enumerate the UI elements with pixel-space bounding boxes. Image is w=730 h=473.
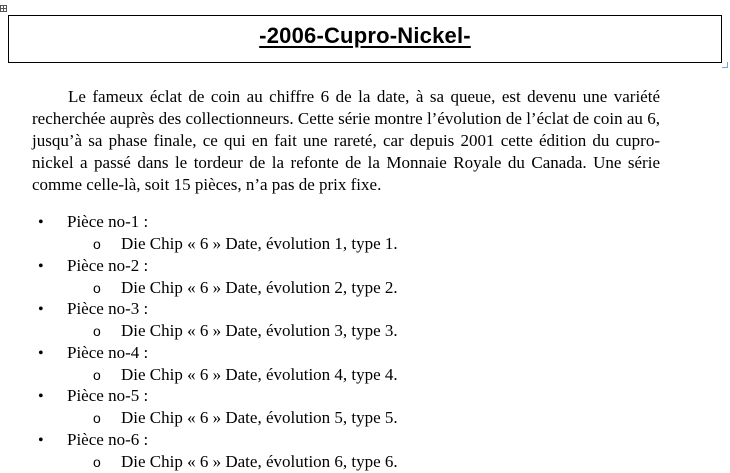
sub-bullet-icon: o <box>93 323 101 340</box>
bullet-icon: • <box>38 301 44 319</box>
piece-label: Pièce no-6 : <box>67 429 149 449</box>
piece-description: Die Chip « 6 » Date, évolution 2, type 2. <box>121 277 398 297</box>
table-resize-handle-icon[interactable] <box>722 62 728 68</box>
title-table-cell[interactable] <box>8 15 722 63</box>
bullet-icon: • <box>38 257 44 275</box>
piece-description: Die Chip « 6 » Date, évolution 1, type 1. <box>121 234 398 253</box>
sub-bullet-icon: o <box>93 279 101 296</box>
piece-label: Pièce no-3 : <box>67 299 149 319</box>
piece-description: Die Chip « 6 » Date, évolution 6, type 6. <box>121 451 398 471</box>
piece-description: Die Chip « 6 » Date, évolution 4, type 4. <box>121 364 398 384</box>
piece-label: Pièce no-2 : <box>67 255 149 275</box>
table-move-handle-icon[interactable] <box>0 5 7 12</box>
document-title: -2006-Cupro-Nickel- <box>259 23 471 48</box>
piece-description: Die Chip « 6 » Date, évolution 3, type 3. <box>121 321 398 341</box>
sub-bullet-icon: o <box>93 236 101 252</box>
piece-label: Pièce no-1 : <box>67 212 149 231</box>
piece-label: Pièce no-5 : <box>67 386 149 406</box>
intro-paragraph: Le fameux éclat de coin au chiffre 6 de la date, à sa queue, est devenu une variété recherchée auprès des collectionneurs. Cette série montre l’évolution de l’éclat de coin au 6, jusqu’à sa phase finale, ce qui en fait une rareté, car depuis 2001 cette édition du cupro-nickel a passé dans le tordeur de la refonte de la Monnaie Royale du Canada. Une série comme celle-là, soit 15 pièces, n’a pas de prix fixe. <box>32 87 660 194</box>
list-item <box>0 210 730 254</box>
sub-bullet-icon: o <box>93 453 101 470</box>
sub-bullet-icon: o <box>93 410 101 427</box>
list-item <box>0 254 730 298</box>
piece-label: Pièce no-4 : <box>67 342 149 362</box>
list-item <box>0 428 730 472</box>
list-item <box>0 384 730 428</box>
bullet-icon: • <box>38 388 44 406</box>
sub-bullet-icon: o <box>93 366 101 383</box>
bullet-icon: • <box>38 214 44 231</box>
bullet-icon: • <box>38 344 44 362</box>
pieces-list <box>0 210 730 472</box>
bullet-icon: • <box>38 431 44 449</box>
list-item <box>0 341 730 385</box>
list-item <box>0 297 730 341</box>
piece-description: Die Chip « 6 » Date, évolution 5, type 5. <box>121 408 398 428</box>
